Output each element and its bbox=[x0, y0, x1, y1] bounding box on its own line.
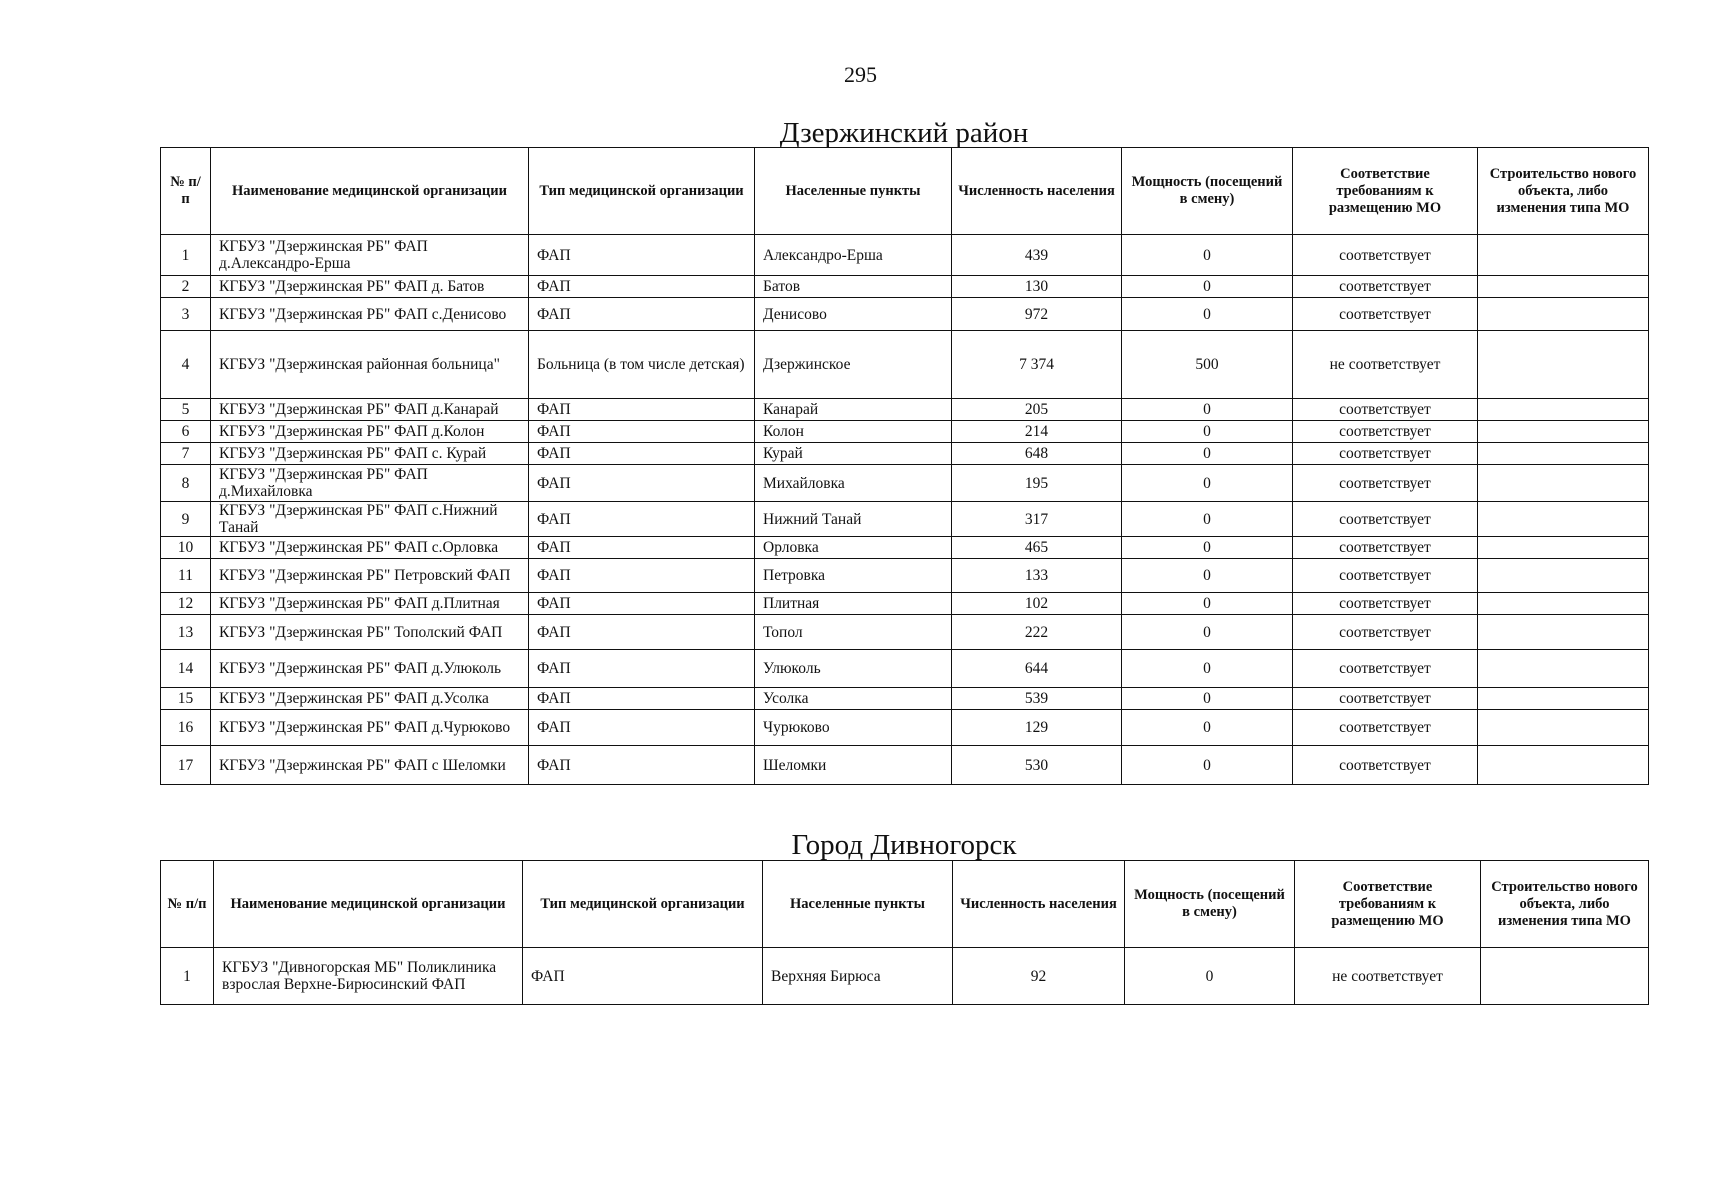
construction-note bbox=[1478, 443, 1649, 465]
population-count: 92 bbox=[953, 948, 1125, 1005]
table-row bbox=[161, 421, 1649, 443]
locality-name: Топол bbox=[755, 615, 952, 650]
organization-name: КГБУЗ "Дзержинская РБ" ФАП с.Нижний Танай bbox=[211, 502, 529, 537]
construction-note bbox=[1478, 559, 1649, 593]
compliance-status: соответствует bbox=[1293, 688, 1478, 710]
organization-name: КГБУЗ "Дивногорская МБ" Поликлиника взрослая Верхне-Бирюсинский ФАП bbox=[214, 948, 523, 1005]
row-number: 13 bbox=[161, 615, 211, 650]
row-number: 1 bbox=[161, 948, 214, 1005]
table-header-row bbox=[161, 148, 1649, 235]
capacity-value: 0 bbox=[1122, 615, 1293, 650]
capacity-value: 0 bbox=[1125, 948, 1295, 1005]
capacity-value: 0 bbox=[1122, 593, 1293, 615]
table-row bbox=[161, 710, 1649, 746]
locality-name: Канарай bbox=[755, 399, 952, 421]
organization-name: КГБУЗ "Дзержинская РБ" ФАП с.Денисово bbox=[211, 298, 529, 331]
population-count: 648 bbox=[952, 443, 1122, 465]
organization-type: ФАП bbox=[529, 537, 755, 559]
organization-type: ФАП bbox=[529, 688, 755, 710]
organization-name: КГБУЗ "Дзержинская РБ" ФАП д.Михайловка bbox=[211, 465, 529, 502]
header-population: Численность населения bbox=[953, 861, 1125, 948]
construction-note bbox=[1478, 276, 1649, 298]
table-row bbox=[161, 559, 1649, 593]
compliance-status: не соответствует bbox=[1295, 948, 1481, 1005]
compliance-status: соответствует bbox=[1293, 399, 1478, 421]
organization-name: КГБУЗ "Дзержинская РБ" ФАП с. Курай bbox=[211, 443, 529, 465]
construction-note bbox=[1478, 465, 1649, 502]
header-construction: Строительство нового объекта, либо изменения типа МО bbox=[1478, 148, 1649, 235]
organization-type: ФАП bbox=[529, 276, 755, 298]
construction-note bbox=[1478, 537, 1649, 559]
locality-name: Верхняя Бирюса bbox=[763, 948, 953, 1005]
population-count: 195 bbox=[952, 465, 1122, 502]
capacity-value: 0 bbox=[1122, 235, 1293, 276]
population-count: 439 bbox=[952, 235, 1122, 276]
construction-note bbox=[1478, 421, 1649, 443]
construction-note bbox=[1478, 502, 1649, 537]
compliance-status: соответствует bbox=[1293, 502, 1478, 537]
facility-table-divnogorsk bbox=[160, 860, 1649, 1005]
population-count: 205 bbox=[952, 399, 1122, 421]
construction-note bbox=[1478, 615, 1649, 650]
organization-name: КГБУЗ "Дзержинская РБ" ФАП д.Колон bbox=[211, 421, 529, 443]
capacity-value: 0 bbox=[1122, 502, 1293, 537]
locality-name: Нижний Танай bbox=[755, 502, 952, 537]
organization-type: ФАП bbox=[529, 502, 755, 537]
row-number: 12 bbox=[161, 593, 211, 615]
locality-name: Денисово bbox=[755, 298, 952, 331]
table-row bbox=[161, 615, 1649, 650]
locality-name: Усолка bbox=[755, 688, 952, 710]
row-number: 10 bbox=[161, 537, 211, 559]
row-number: 9 bbox=[161, 502, 211, 537]
compliance-status: соответствует bbox=[1293, 746, 1478, 785]
row-number: 14 bbox=[161, 650, 211, 688]
organization-type: ФАП bbox=[523, 948, 763, 1005]
locality-name: Александро-Ерша bbox=[755, 235, 952, 276]
capacity-value: 0 bbox=[1122, 746, 1293, 785]
table-row bbox=[161, 331, 1649, 399]
organization-name: КГБУЗ "Дзержинская РБ" Тополский ФАП bbox=[211, 615, 529, 650]
construction-note bbox=[1478, 710, 1649, 746]
population-count: 129 bbox=[952, 710, 1122, 746]
locality-name: Колон bbox=[755, 421, 952, 443]
capacity-value: 500 bbox=[1122, 331, 1293, 399]
construction-note bbox=[1478, 688, 1649, 710]
population-count: 317 bbox=[952, 502, 1122, 537]
row-number: 8 bbox=[161, 465, 211, 502]
capacity-value: 0 bbox=[1122, 650, 1293, 688]
capacity-value: 0 bbox=[1122, 298, 1293, 331]
header-construction: Строительство нового объекта, либо изменения типа МО bbox=[1481, 861, 1649, 948]
row-number: 3 bbox=[161, 298, 211, 331]
header-type: Тип медицинской организации bbox=[529, 148, 755, 235]
population-count: 539 bbox=[952, 688, 1122, 710]
organization-name: КГБУЗ "Дзержинская РБ" ФАП с Шеломки bbox=[211, 746, 529, 785]
row-number: 7 bbox=[161, 443, 211, 465]
construction-note bbox=[1478, 298, 1649, 331]
page-number: 295 bbox=[844, 62, 877, 87]
table-row bbox=[161, 746, 1649, 785]
table-row bbox=[161, 593, 1649, 615]
section-title-dzerzhinsky: Дзержинский район bbox=[779, 117, 1029, 149]
construction-note bbox=[1478, 746, 1649, 785]
organization-type: ФАП bbox=[529, 235, 755, 276]
organization-type: Больница (в том числе детская) bbox=[529, 331, 755, 399]
locality-name: Батов bbox=[755, 276, 952, 298]
compliance-status: не соответствует bbox=[1293, 331, 1478, 399]
section-title-divnogorsk: Город Дивногорск bbox=[791, 829, 1017, 861]
compliance-status: соответствует bbox=[1293, 298, 1478, 331]
organization-name: КГБУЗ "Дзержинская РБ" ФАП д.Александро-Ерша bbox=[211, 235, 529, 276]
construction-note bbox=[1478, 331, 1649, 399]
capacity-value: 0 bbox=[1122, 443, 1293, 465]
organization-type: ФАП bbox=[529, 559, 755, 593]
construction-note bbox=[1478, 399, 1649, 421]
table-row bbox=[161, 650, 1649, 688]
compliance-status: соответствует bbox=[1293, 537, 1478, 559]
header-locality: Населенные пункты bbox=[763, 861, 953, 948]
row-number: 11 bbox=[161, 559, 211, 593]
organization-type: ФАП bbox=[529, 421, 755, 443]
organization-type: ФАП bbox=[529, 399, 755, 421]
capacity-value: 0 bbox=[1122, 421, 1293, 443]
row-number: 2 bbox=[161, 276, 211, 298]
population-count: 644 bbox=[952, 650, 1122, 688]
facility-table-dzerzhinsky bbox=[160, 147, 1649, 785]
header-num: № п/п bbox=[161, 861, 214, 948]
table-row bbox=[161, 537, 1649, 559]
compliance-status: соответствует bbox=[1293, 650, 1478, 688]
header-capacity: Мощность (посещений в смену) bbox=[1122, 148, 1293, 235]
organization-name: КГБУЗ "Дзержинская РБ" ФАП д. Батов bbox=[211, 276, 529, 298]
organization-type: ФАП bbox=[529, 593, 755, 615]
organization-type: ФАП bbox=[529, 298, 755, 331]
header-compliance: Соответствие требованиям к размещению МО bbox=[1293, 148, 1478, 235]
header-type: Тип медицинской организации bbox=[523, 861, 763, 948]
population-count: 972 bbox=[952, 298, 1122, 331]
row-number: 15 bbox=[161, 688, 211, 710]
organization-type: ФАП bbox=[529, 615, 755, 650]
capacity-value: 0 bbox=[1122, 465, 1293, 502]
row-number: 4 bbox=[161, 331, 211, 399]
compliance-status: соответствует bbox=[1293, 593, 1478, 615]
compliance-status: соответствует bbox=[1293, 276, 1478, 298]
row-number: 6 bbox=[161, 421, 211, 443]
organization-name: КГБУЗ "Дзержинская РБ" ФАП д.Канарай bbox=[211, 399, 529, 421]
organization-type: ФАП bbox=[529, 650, 755, 688]
organization-type: ФАП bbox=[529, 710, 755, 746]
locality-name: Петровка bbox=[755, 559, 952, 593]
compliance-status: соответствует bbox=[1293, 559, 1478, 593]
capacity-value: 0 bbox=[1122, 559, 1293, 593]
population-count: 530 bbox=[952, 746, 1122, 785]
capacity-value: 0 bbox=[1122, 399, 1293, 421]
population-count: 130 bbox=[952, 276, 1122, 298]
row-number: 17 bbox=[161, 746, 211, 785]
header-name: Наименование медицинской организации bbox=[211, 148, 529, 235]
compliance-status: соответствует bbox=[1293, 615, 1478, 650]
compliance-status: соответствует bbox=[1293, 235, 1478, 276]
construction-note bbox=[1481, 948, 1649, 1005]
organization-name: КГБУЗ "Дзержинская РБ" ФАП с.Орловка bbox=[211, 537, 529, 559]
capacity-value: 0 bbox=[1122, 710, 1293, 746]
table-row bbox=[161, 443, 1649, 465]
population-count: 102 bbox=[952, 593, 1122, 615]
table-header-row bbox=[161, 861, 1649, 948]
organization-name: КГБУЗ "Дзержинская районная больница" bbox=[211, 331, 529, 399]
organization-name: КГБУЗ "Дзержинская РБ" ФАП д.Чурюково bbox=[211, 710, 529, 746]
population-count: 222 bbox=[952, 615, 1122, 650]
organization-type: ФАП bbox=[529, 746, 755, 785]
population-count: 465 bbox=[952, 537, 1122, 559]
locality-name: Орловка bbox=[755, 537, 952, 559]
capacity-value: 0 bbox=[1122, 276, 1293, 298]
compliance-status: соответствует bbox=[1293, 421, 1478, 443]
construction-note bbox=[1478, 650, 1649, 688]
organization-name: КГБУЗ "Дзержинская РБ" ФАП д.Плитная bbox=[211, 593, 529, 615]
construction-note bbox=[1478, 593, 1649, 615]
locality-name: Михайловка bbox=[755, 465, 952, 502]
locality-name: Шеломки bbox=[755, 746, 952, 785]
table-row bbox=[161, 276, 1649, 298]
header-num: № п/п bbox=[161, 148, 211, 235]
table-row bbox=[161, 502, 1649, 537]
header-population: Численность населения bbox=[952, 148, 1122, 235]
table-row bbox=[161, 235, 1649, 276]
capacity-value: 0 bbox=[1122, 537, 1293, 559]
locality-name: Улюколь bbox=[755, 650, 952, 688]
row-number: 16 bbox=[161, 710, 211, 746]
population-count: 214 bbox=[952, 421, 1122, 443]
table-row bbox=[161, 399, 1649, 421]
table-row bbox=[161, 465, 1649, 502]
header-capacity: Мощность (посещений в смену) bbox=[1125, 861, 1295, 948]
locality-name: Дзержинское bbox=[755, 331, 952, 399]
compliance-status: соответствует bbox=[1293, 710, 1478, 746]
compliance-status: соответствует bbox=[1293, 465, 1478, 502]
row-number: 5 bbox=[161, 399, 211, 421]
header-name: Наименование медицинской организации bbox=[214, 861, 523, 948]
population-count: 133 bbox=[952, 559, 1122, 593]
construction-note bbox=[1478, 235, 1649, 276]
locality-name: Чурюково bbox=[755, 710, 952, 746]
organization-name: КГБУЗ "Дзержинская РБ" Петровский ФАП bbox=[211, 559, 529, 593]
organization-type: ФАП bbox=[529, 443, 755, 465]
organization-name: КГБУЗ "Дзержинская РБ" ФАП д.Усолка bbox=[211, 688, 529, 710]
locality-name: Курай bbox=[755, 443, 952, 465]
organization-name: КГБУЗ "Дзержинская РБ" ФАП д.Улюколь bbox=[211, 650, 529, 688]
compliance-status: соответствует bbox=[1293, 443, 1478, 465]
header-compliance: Соответствие требованиям к размещению МО bbox=[1295, 861, 1481, 948]
capacity-value: 0 bbox=[1122, 688, 1293, 710]
table-row bbox=[161, 948, 1649, 1005]
population-count: 7 374 bbox=[952, 331, 1122, 399]
header-locality: Населенные пункты bbox=[755, 148, 952, 235]
locality-name: Плитная bbox=[755, 593, 952, 615]
table-row bbox=[161, 298, 1649, 331]
table-row bbox=[161, 688, 1649, 710]
row-number: 1 bbox=[161, 235, 211, 276]
organization-type: ФАП bbox=[529, 465, 755, 502]
